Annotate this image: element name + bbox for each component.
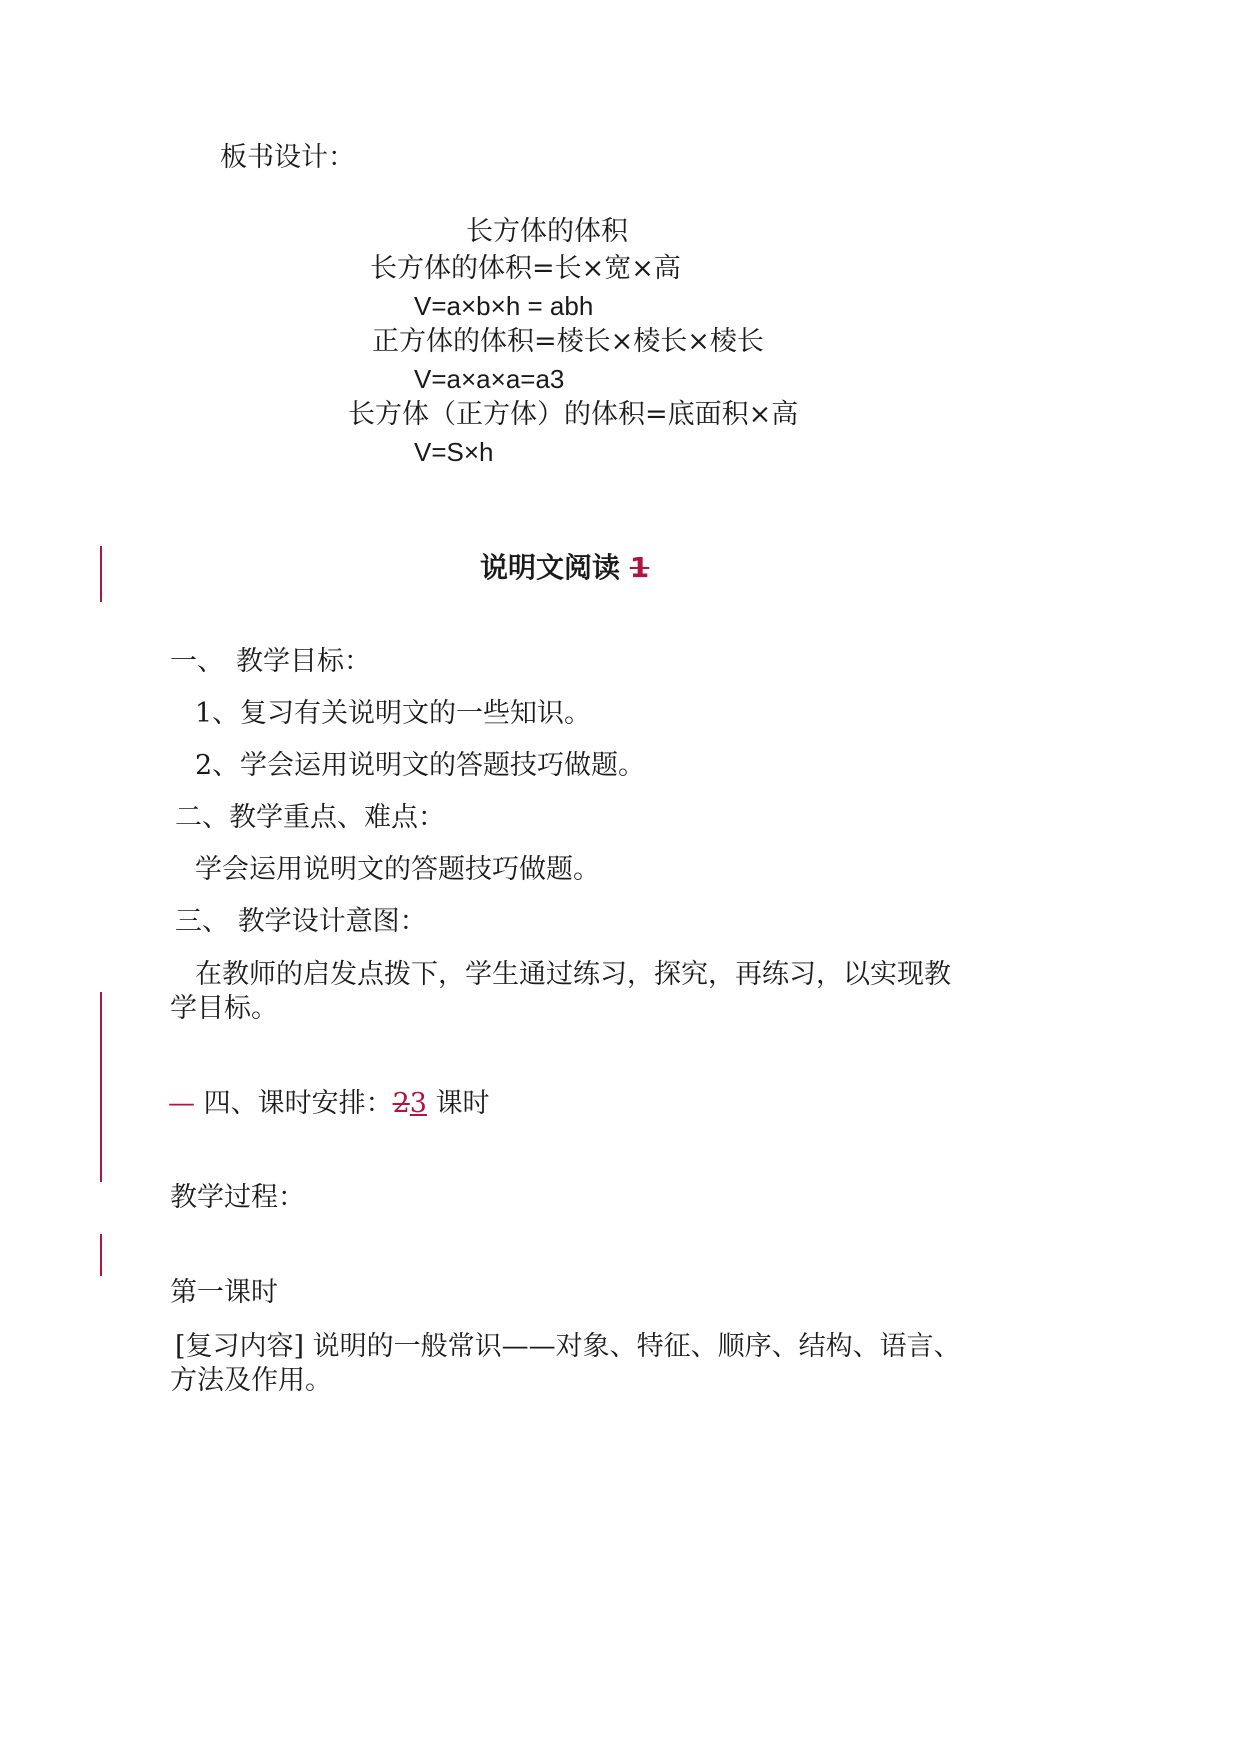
board-title: 长方体的体积 bbox=[466, 216, 628, 247]
deleted-text: 1 bbox=[629, 551, 650, 584]
review-content-line-1: [复习内容] 说明的一般常识——对象、特征、顺序、结构、语言、 bbox=[175, 1331, 961, 1362]
board-line-2: V=a×b×h = abh bbox=[414, 291, 594, 321]
schedule-line bbox=[168, 1086, 490, 1122]
process-heading: 教学过程： bbox=[170, 1182, 305, 1213]
goal-2-number: 2、 bbox=[195, 750, 240, 781]
goal-1: 复习有关说明文的一些知识。 bbox=[240, 698, 591, 729]
intent-text-line-1: 在教师的启发点拨下，学生通过练习，探究，再练习，以实现教 bbox=[195, 959, 951, 990]
board-line-5: 长方体（正方体）的体积=底面积×高 bbox=[348, 399, 799, 430]
schedule-unit: 课时 bbox=[435, 1088, 490, 1119]
board-heading: 板书设计： bbox=[220, 142, 355, 173]
deleted-text: 2 bbox=[392, 1088, 410, 1119]
review-content-line-2: 方法及作用。 bbox=[170, 1365, 332, 1396]
intent-text-line-2: 学目标。 bbox=[170, 993, 278, 1024]
key-text: 学会运用说明文的答题技巧做题。 bbox=[195, 854, 600, 885]
key-heading: 二、教学重点、难点： bbox=[175, 802, 445, 833]
revision-bar bbox=[100, 546, 102, 602]
revision-marker: — bbox=[168, 1088, 195, 1119]
lesson-title-text: 说明文阅读 bbox=[480, 551, 621, 584]
period-heading: 第一课时 bbox=[170, 1277, 278, 1308]
goals-heading: 教学目标： bbox=[236, 646, 371, 677]
goals-heading-number: 一、 bbox=[170, 646, 224, 677]
board-line-1: 长方体的体积=长×宽×高 bbox=[370, 253, 681, 284]
lesson-title bbox=[480, 550, 649, 586]
board-line-4: V=a×a×a=a3 bbox=[414, 364, 565, 394]
goal-1-number: 1、 bbox=[195, 698, 240, 729]
revision-bar bbox=[100, 992, 102, 1182]
goal-2: 学会运用说明文的答题技巧做题。 bbox=[240, 750, 645, 781]
board-line-6: V=S×h bbox=[414, 437, 494, 467]
board-line-3: 正方体的体积=棱长×棱长×棱长 bbox=[372, 326, 764, 357]
revision-bar bbox=[100, 1234, 102, 1276]
inserted-text: 3 bbox=[409, 1088, 427, 1119]
schedule-label: 四、课时安排： bbox=[203, 1088, 393, 1119]
intent-heading: 三、 教学设计意图： bbox=[175, 906, 427, 937]
